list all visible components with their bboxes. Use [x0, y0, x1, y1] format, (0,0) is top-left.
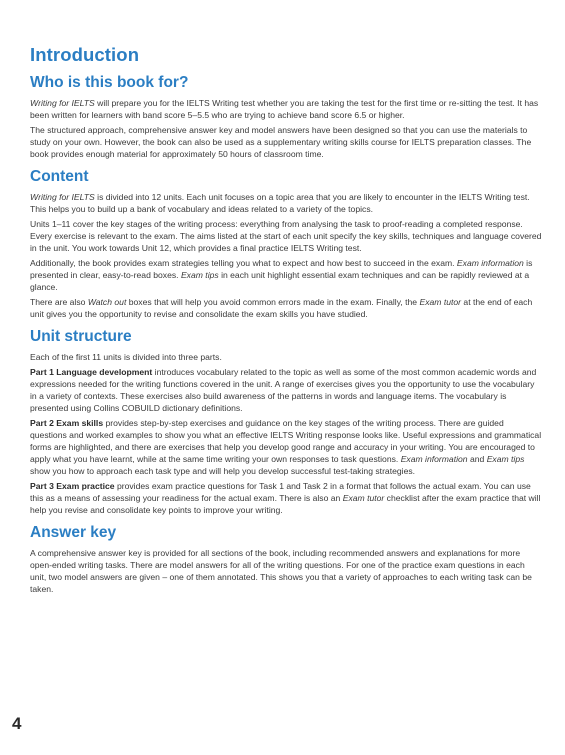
heading-who: Who is this book for?	[30, 74, 189, 91]
answer-paragraph-1: A comprehensive answer key is provided for all sections of the book, including recommended answers and explanations for more open-ended writing tasks. There are model answers for all of the writing questions. For one of the practice exam questions in each unit, two model answers are given – one of them annotated. This shows you that a variety of approaches to each writing task can be taken.	[30, 548, 532, 594]
heading-unit-structure: Unit structure	[30, 328, 132, 345]
page-number: 4	[12, 714, 22, 733]
structure-paragraph-2: Part 1 Language development introduces vocabulary related to the topic as well as some of the most common academic words and expressions needed for the writing functions covered in the unit. A range of exercises gives you the opportunity to use the vocabulary in a variety of contexts. These exercises also build awareness of the patterns in words and language items. The vocabulary is presented using Collins COBUILD dictionary definitions.	[30, 367, 537, 413]
book-title-italic: Writing for IELTS	[30, 192, 95, 202]
content-paragraph-2: Units 1–11 cover the key stages of the writing process: everything from analysing the task to proof-reading a completed response. Every exercise is relevant to the exam. The aims listed at the start of each unit specify the key skills, techniques and language covered in the unit. You work towards Unit 12, which provides a final practice IELTS Writing test.	[30, 219, 542, 253]
heading-content: Content	[30, 168, 89, 185]
structure-paragraph-4: Part 3 Exam practice provides exam practice questions for Task 1 and Task 2 in a format that follows the actual exam. You can use this as a means of assessing your readiness for the actual exam. There is also an Exam tutor checklist after the exam practice that will help you revise and consolidate key points to improve your writing.	[30, 481, 541, 515]
content-paragraph-4: There are also Watch out boxes that will help you avoid common errors made in the exam. Finally, the Exam tutor at the end of each unit gives you the opportunity to revise and consolidate the exam skills you have studied.	[30, 297, 533, 319]
book-title-italic: Writing for IELTS	[30, 98, 95, 108]
page-content	[30, 44, 542, 598]
heading-answer-key: Answer key	[30, 524, 117, 541]
who-paragraph-2: The structured approach, comprehensive answer key and model answers have been designed so that you can use the materials to study on your own. However, the book can also be used as a supplementary writing skills course for IELTS preparation classes. The book provides enough material for approximately 50 hours of classroom time.	[30, 125, 532, 159]
content-paragraph-3: Additionally, the book provides exam strategies telling you what to expect and how best to succeed in the exam. Exam information is presented in clear, easy-to-read boxes. Exam tips in each unit highlight essential exam techniques and can be rapidly reviewed at a glance.	[30, 258, 533, 292]
content-paragraph-1: Writing for IELTS is divided into 12 units. Each unit focuses on a topic area that you are likely to encounter in the IELTS Writing test. This helps you to build up a bank of vocabulary and ideas related to a variety of the topics.	[30, 192, 530, 214]
who-paragraph-1: Writing for IELTS will prepare you for the IELTS Writing test whether you are taking the test for the first time or re-sitting the test. It has been written for learners with band score 5–5.5 who are trying to achieve band score 6.5 or higher.	[30, 98, 539, 120]
page-title: Introduction	[30, 44, 140, 65]
structure-paragraph-3: Part 2 Exam skills provides step-by-step exercises and guidance on the key stages of the writing process. There are guided questions and worked examples to show you what an effective IELTS Writing response looks like. Useful expressions and grammatical forms are highlighted, and there are exercises that help you develop good range and accuracy in your writing. You are encouraged to apply what you have learnt, while at the same time writing your own responses to task questions. Exam information and Exam tips show you how to approach each task type and will help you develop successful test-taking strategies.	[30, 418, 542, 476]
structure-paragraph-1: Each of the first 11 units is divided into three parts.	[30, 352, 222, 362]
